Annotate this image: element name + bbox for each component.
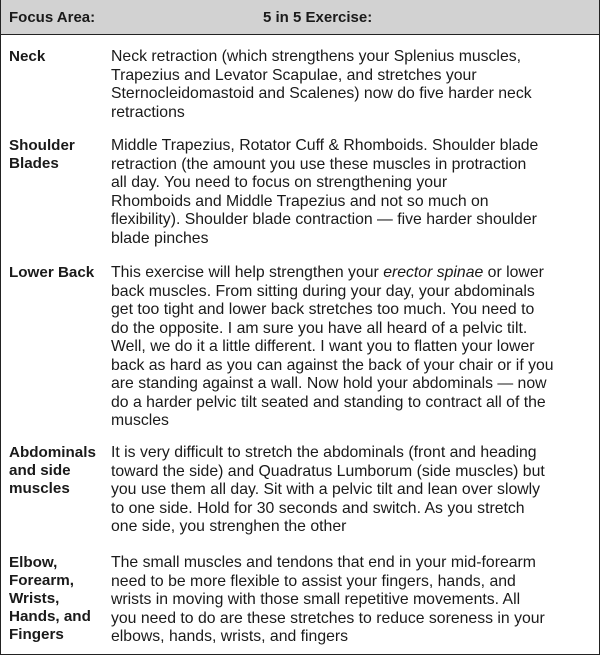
row-label: Elbow, Forearm, Wrists, Hands, and Fingers [9,554,91,643]
row-description: This exercise will help strengthen your erector spinae or lower back muscles. From sitting during your day, your abdominals get too tight and lower back stretches too much. You need to do the opposite. I am sure you have all heard of a pelvic tilt. Well, we do it a little different. I want you to flatten your lower back as hard as you can against the back of your chair or if you are standing against a wall. Now hold your abdominals — now do a harder pelvic tilt seated and standing to contract all of the muscles [111,264,554,429]
table-header [1,0,599,35]
row-label: Shoulder Blades [9,137,75,172]
row-label: Abdominals and side muscles [9,444,96,497]
row-description: It is very difficult to stretch the abdominals (front and heading toward the side) and Quadratus Lumborum (side muscles) but you use them all day. Sit with a pelvic tilt and lean over slowly to one side. Hold for 30 seconds and switch. As you stretch one side, you strenghen the other [111,444,545,535]
row-label: Neck [9,48,46,65]
row-description: The small muscles and tendons that end in your mid-forearm need to be more flexible to assist your fingers, hands, and wrists in moving with those small repetitive movements. All you need to do are these stretches to reduce soreness in your elbows, hands, wrists, and fingers [111,554,545,645]
focus-area-header: Focus Area: [9,9,96,26]
row-description: Neck retraction (which strengthens your Splenius muscles, Trapezius and Levator Scapulae, and stretches your Sternocleidomastoid and Scalenes) now do five harder neck retractions [111,48,532,121]
row-description: Middle Trapezius, Rotator Cuff & Rhomboids. Shoulder blade retraction (the amount you use these muscles in protraction all day. You need to focus on strengthening your Rhomboids and Middle Trapezius and not so much on flexibility). Shoulder blade contraction — five harder shoulder blade pinches [111,137,539,247]
italic-term: erector spinae [383,264,484,281]
row-label: Lower Back [9,264,95,281]
exercise-header: 5 in 5 Exercise: [263,9,373,26]
